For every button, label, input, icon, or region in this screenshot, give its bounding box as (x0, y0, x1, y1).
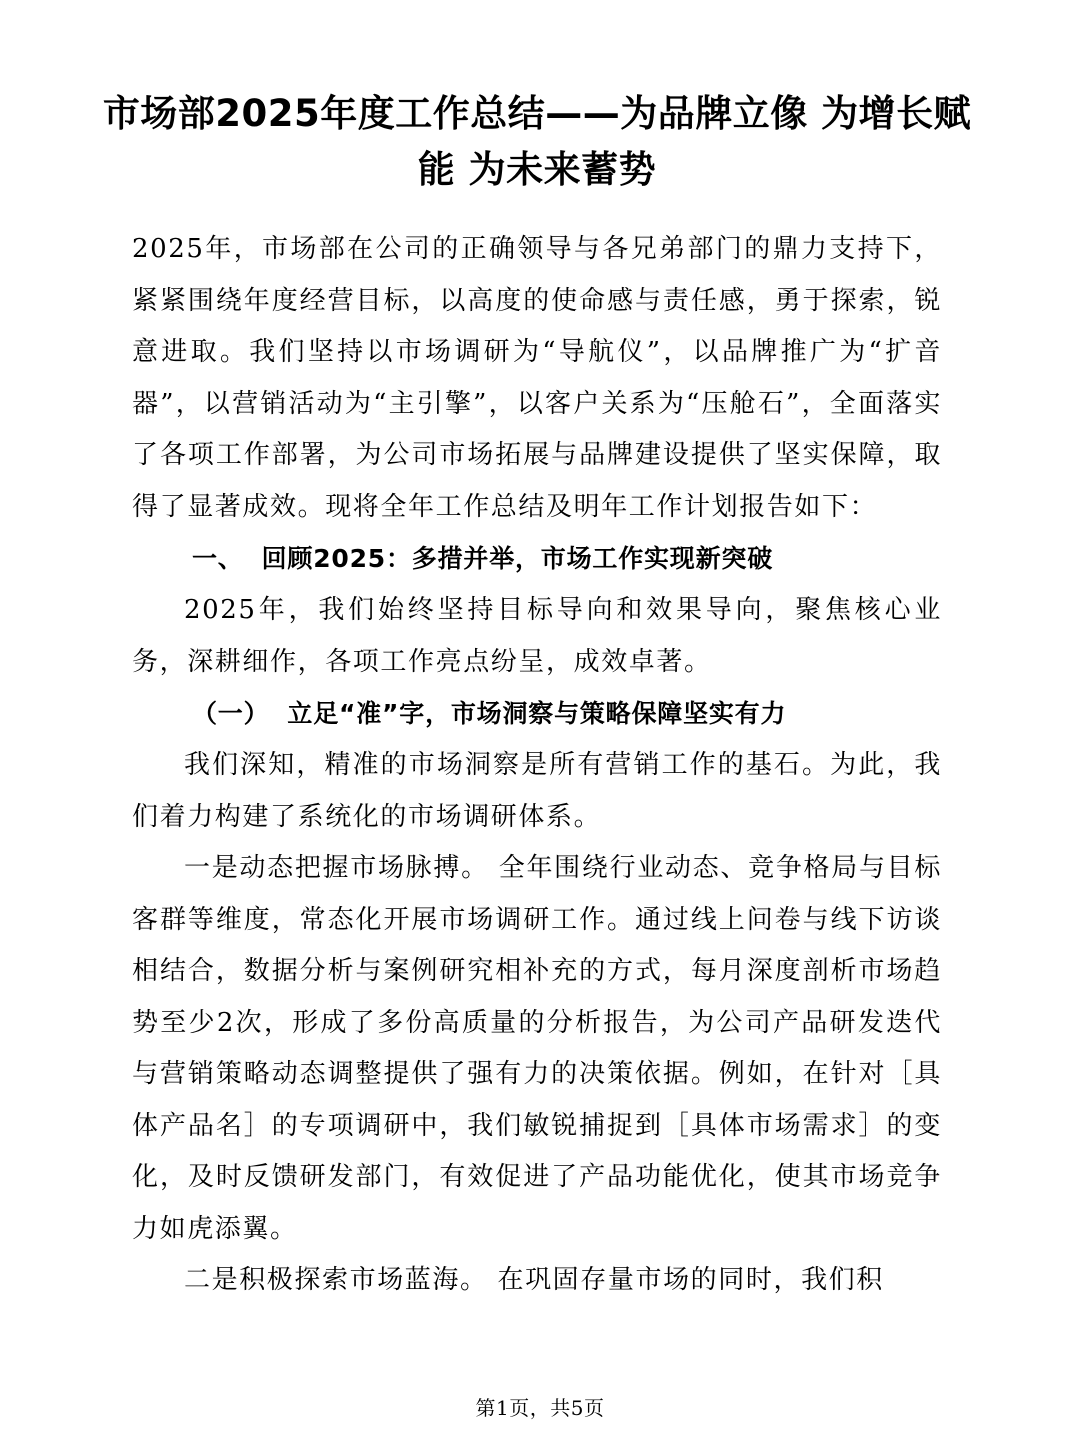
document-title: 市场部2025年度工作总结——为品牌立像 为增长赋能 为未来蓄势 (102, 92, 972, 191)
intro-paragraph: 2025年，市场部在公司的正确领导与各兄弟部门的鼎力支持下，紧紧围绕年度经营目标，以高度的使命感与责任感，勇于探索，锐意进取。我们坚持以市场调研为“导航仪”，以品牌推广为“扩音器”，以营销活动为“主引擎”，以客户关系为“压舱石”，全面落实了各项工作部署，为公司市场拓展与品牌建设提供了坚实保障，取得了显著成效。现将全年工作总结及明年工作计划报告如下： (132, 234, 942, 522)
subsection-paragraph: 我们深知，精准的市场洞察是所有营销工作的基石。为此，我们着力构建了系统化的市场调研体系。 (132, 750, 942, 832)
page-footer: 第1页，共5页 (475, 1396, 605, 1420)
point-two-paragraph: 二是积极探索市场蓝海。 在巩固存量市场的同时，我们积 (184, 1265, 884, 1295)
subsection-heading (132, 688, 942, 740)
point-one-paragraph: 一是动态把握市场脉搏。 全年围绕行业动态、竞争格局与目标客群等维度，常态化开展市场调研工作。通过线上问卷与线下访谈相结合，数据分析与案例研究相补充的方式，每月深度剖析市场趋势至少2次，形成了多份高质量的分析报告，为公司产品研发迭代与营销策略动态调整提供了强有力的决策依据。例如，在针对［具体产品名］的专项调研中，我们敏锐捕捉到［具体市场需求］的变化，及时反馈研发部门，有效促进了产品功能优化，使其市场竞争力如虎添翼。 (132, 853, 942, 1244)
subsection-title: 立足“准”字，市场洞察与策略保障坚实有力 (287, 699, 787, 728)
section-title: 回顾2025：多措并举，市场工作实现新突破 (261, 544, 773, 573)
section-heading (132, 533, 942, 585)
subsection-number: （一） (192, 699, 270, 728)
section-number: 一、 (192, 544, 244, 573)
section-paragraph: 2025年，我们始终坚持目标导向和效果导向，聚焦核心业务，深耕细作，各项工作亮点纷呈，成效卓著。 (132, 595, 942, 677)
